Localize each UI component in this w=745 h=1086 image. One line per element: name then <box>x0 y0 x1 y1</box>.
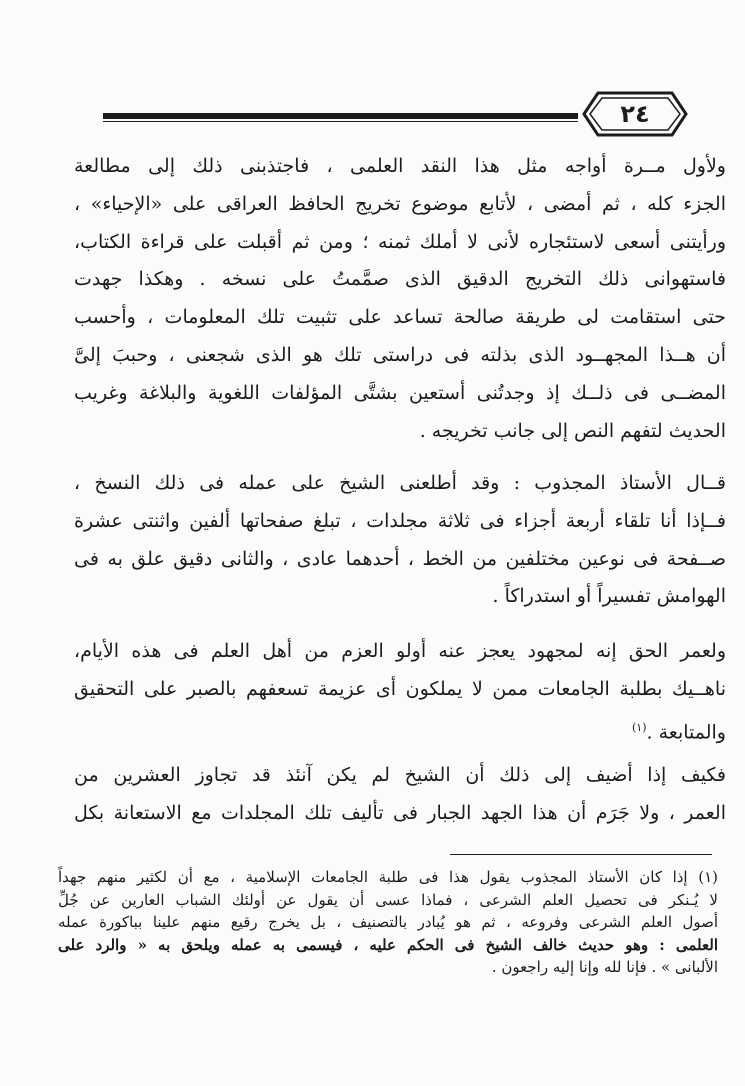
footnote-marker: (١) <box>632 720 647 734</box>
text-line: الحديث لتفهم النص إلى جانب تخريجه . <box>419 419 726 442</box>
text-line: فكيف إذا أضيف إلى ذلك أن الشيخ لم يكن آنئذ قد تجاوز العشرين من <box>74 764 726 786</box>
text-line: أن هــذا المجهــود الذى بذلته فى دراستى تلك هو الذى شجعنى ، وحببَ إلىَّ <box>74 343 726 366</box>
page-number: ٢٤ <box>620 100 650 128</box>
header-rule <box>103 113 578 119</box>
paragraph-1 <box>74 148 726 450</box>
page-header <box>0 0 745 140</box>
text-line: حتى استقامت لى طريقة صالحة تساعد على تثبيت تلك المعلومات ، وأحسب <box>74 306 726 329</box>
footnote <box>58 866 718 979</box>
page-number-frame <box>580 89 690 139</box>
text-fragment: والمتابعة . <box>646 720 726 743</box>
text-line: العمر ، ولا جَرَم أن هذا الجهد الجبار فى تأليف تلك المجلدات مع الاستعانة بكل <box>74 801 726 824</box>
text-line: صــفحة فى نوعين مختلفين من الخط ، أحدهما عادى ، والثانى دقيق علق به فى <box>74 547 726 570</box>
text-line: الجزء كله ، ثم أمضى ، لأتابع موضوع تخريج الحافظ العراقى على «الإحياء» ، <box>74 192 726 215</box>
text-line: فــإذا أنا تلقاء أربعة أجزاء فى ثلاثة مجلدات ، تبلغ صفحاتها ألفين واثنتى عشرة <box>74 509 726 532</box>
text-line: ورأيتنى أسعى لاستئجاره لأنى لا أملك ثمنه ؛ ومن ثم أقبلت على قراءة الكتاب، <box>74 230 726 253</box>
text-line: المضــى فى ذلــك إذ وجدتُنى أستعين بشتَّى المؤلفات اللغوية والبلاغة وغريب <box>74 381 726 404</box>
text-line <box>74 709 726 747</box>
paragraph-4 <box>74 757 726 833</box>
text-line: الهوامش تفسيراً أو استدراكاً . <box>492 585 726 608</box>
text-line: ولعمر الحق إنه لمجهود يعجز عنه أولو العزم من أهل العلم فى هذه الأيام، <box>74 640 726 662</box>
footnote-line: أصول العلم الشرعى وفروعه ، ثم هو يُبادر بالتصنيف ، بل يخرج رقيع منهم علينا بباكورة عمله <box>58 913 718 931</box>
footnote-line: (١) إذا كان الأستاذ المجذوب يقول هذا فى طلبة الجامعات الإسلامية ، مع أن لكثير منهم جهداً <box>58 868 718 886</box>
footnote-line: العلمى : وهو حديث خالف الشيخ فى الحكم عليه ، فيسمى به عمله ويلحق به « والرد على <box>58 935 718 954</box>
footnote-separator <box>450 854 712 855</box>
text-line: ولأول مــرة أواجه مثل هذا النقد العلمى ، فاجتذبنى ذلك إلى مطالعة <box>74 155 726 177</box>
footnote-line: الألبانى » . فإنا لله وإنا إليه راجعون . <box>491 958 718 976</box>
text-line: قــال الأستاذ المجذوب : وقد أطلعنى الشيخ على عمله فى ذلك النسخ ، <box>74 472 726 494</box>
text-line: ناهــيك بطلبة الجامعات ممن لا يملكون أى عزيمة تسعفهم بالصبر على التحقيق <box>74 677 726 700</box>
header-rule-thin <box>103 121 578 122</box>
footnote-line: لا يُـنكر فى تحصيل العلم الشرعى ، فماذا عسى أن يقول عن أولئك الشباب العارين عن جُلِّ <box>58 890 718 909</box>
paragraph-3 <box>74 633 726 746</box>
paragraph-2 <box>74 465 726 616</box>
text-line: فاستهوانى ذلك التخريج الدقيق الذى صمَّمتُ على نسخه . وهكذا جهدت <box>74 268 726 291</box>
